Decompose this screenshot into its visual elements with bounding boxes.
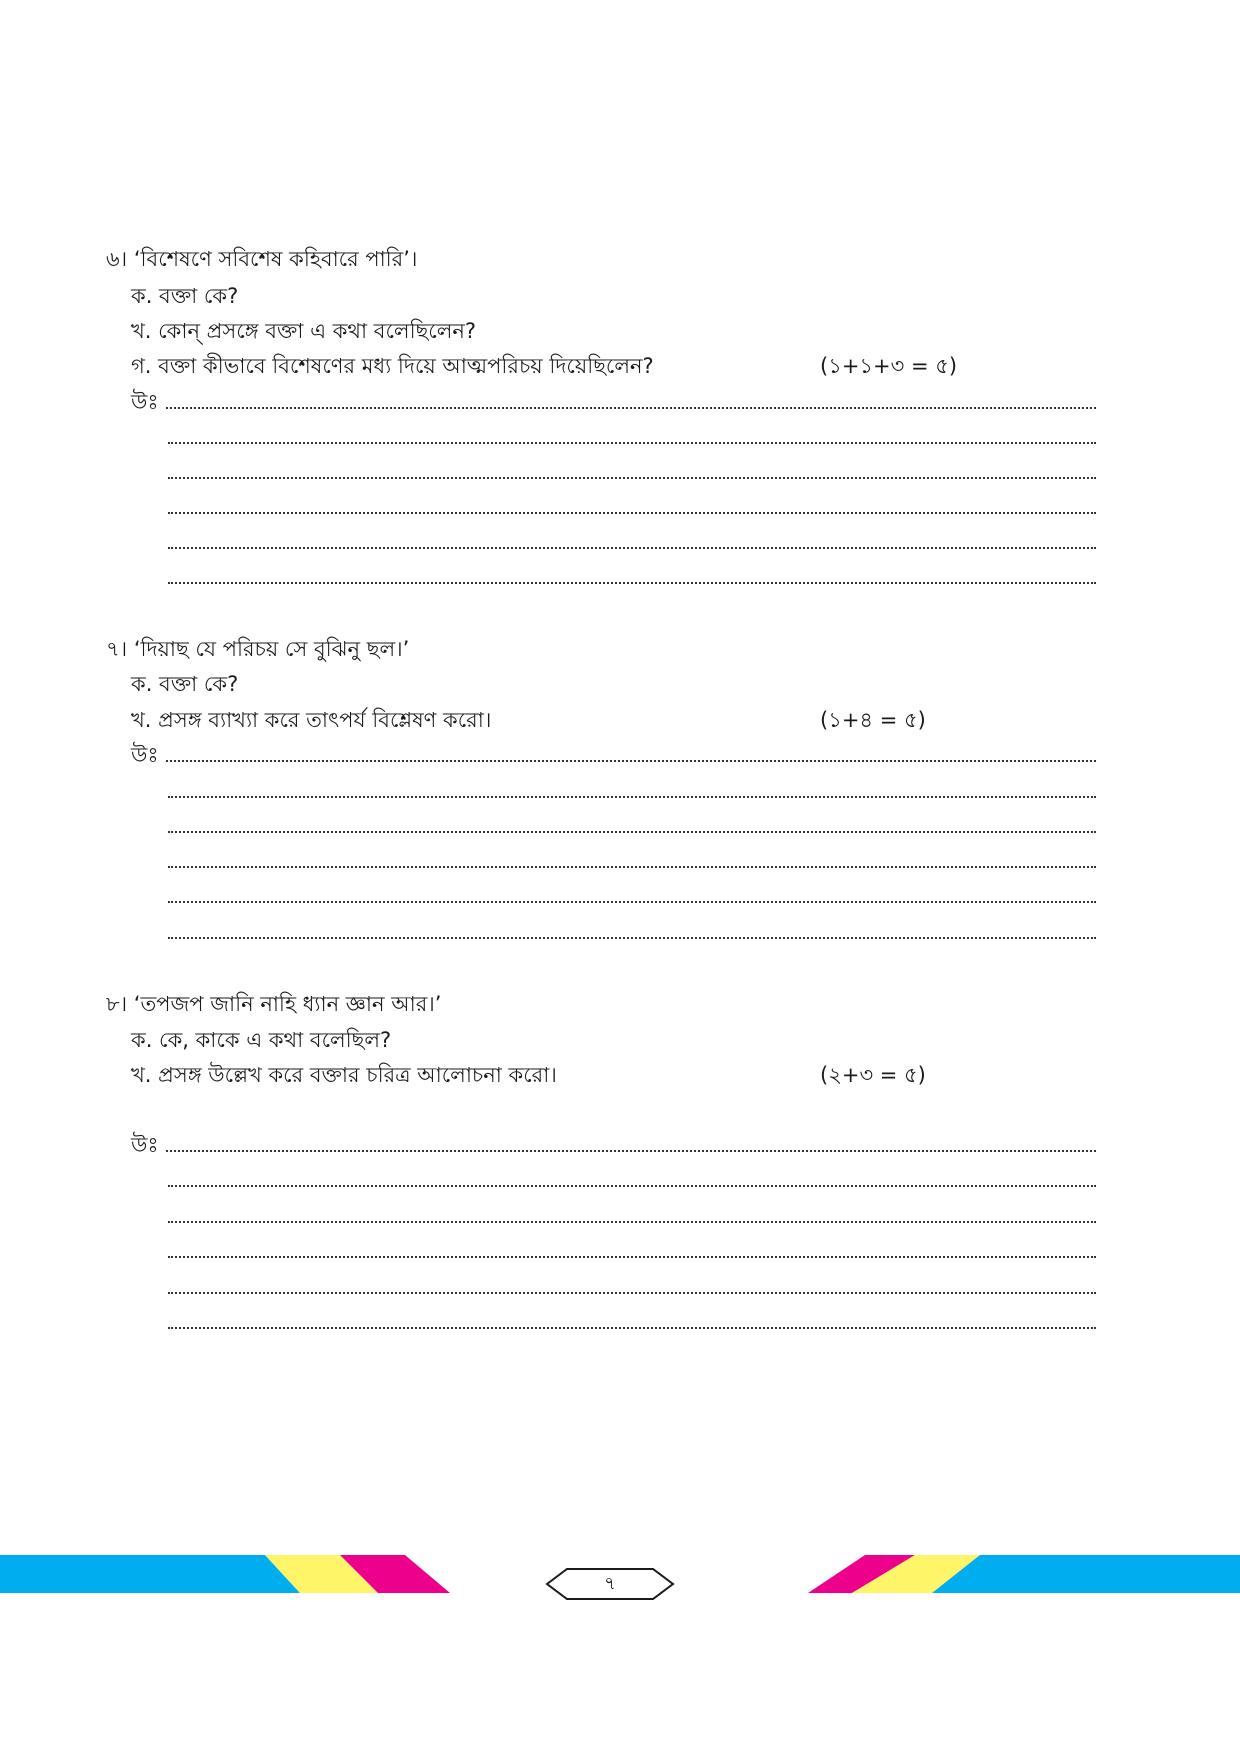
answer-line[interactable]	[168, 937, 1096, 939]
sub-question-kha: খ. প্রসঙ্গ উল্লেখ করে বক্তার চরিত্র আলোচনা করো।	[131, 1063, 557, 1087]
answer-line[interactable]	[168, 831, 1096, 833]
answer-label: উঃ	[131, 1133, 159, 1157]
answer-line[interactable]	[168, 512, 1096, 514]
page-number: ৭	[604, 1573, 616, 1594]
sub-question-kha: খ. কোন্‌ প্রসঙ্গে বক্তা এ কথা বলেছিলেন?	[131, 319, 477, 343]
answer-line[interactable]	[168, 582, 1096, 584]
sub-question-ga: গ. বক্তা কীভাবে বিশেষণের মধ্য দিয়ে আত্মপরিচয় দিয়েছিলেন?	[131, 354, 654, 378]
answer-label: উঃ	[131, 390, 159, 414]
answer-line[interactable]	[166, 760, 1096, 762]
answer-line[interactable]	[168, 796, 1096, 798]
sub-question-ka: ক. বক্তা কে?	[131, 284, 239, 308]
sub-question-kha: খ. প্রসঙ্গ ব্যাখ্যা করে তাৎপর্য বিশ্লেষণ করো।	[131, 708, 492, 732]
answer-line[interactable]	[166, 407, 1096, 409]
question-title: ৬। ‘বিশেষণে সবিশেষ কহিবারে পারি’।	[106, 247, 418, 271]
sub-question-ka: ক. বক্তা কে?	[131, 672, 239, 696]
answer-line[interactable]	[168, 547, 1096, 549]
question-title: ৭। ‘দিয়াছ যে পরিচয় সে বুঝিনু ছল।’	[106, 637, 410, 661]
marks-allocation: (২+৩ = ৫)	[820, 1063, 926, 1087]
answer-line[interactable]	[168, 901, 1096, 903]
answer-line[interactable]	[168, 1292, 1096, 1294]
answer-line[interactable]	[168, 1256, 1096, 1258]
sub-question-ka: ক. কে, কাকে এ কথা বলেছিল?	[131, 1028, 392, 1052]
answer-line[interactable]	[168, 477, 1096, 479]
marks-allocation: (১+৪ = ৫)	[820, 708, 926, 732]
answer-line[interactable]	[168, 442, 1096, 444]
answer-label: উঃ	[131, 743, 159, 767]
marks-allocation: (১+১+৩ = ৫)	[820, 354, 958, 378]
question-title: ৮। ‘তপজপ জানি নাহি ধ্যান জ্ঞান আর।’	[106, 992, 442, 1016]
answer-line[interactable]	[168, 1185, 1096, 1187]
left-cyan-stripe	[0, 1555, 300, 1593]
answer-line[interactable]	[168, 1327, 1096, 1329]
answer-line[interactable]	[168, 1221, 1096, 1223]
answer-line[interactable]	[166, 1150, 1096, 1152]
answer-line[interactable]	[168, 866, 1096, 868]
right-cyan-stripe	[932, 1555, 1240, 1593]
